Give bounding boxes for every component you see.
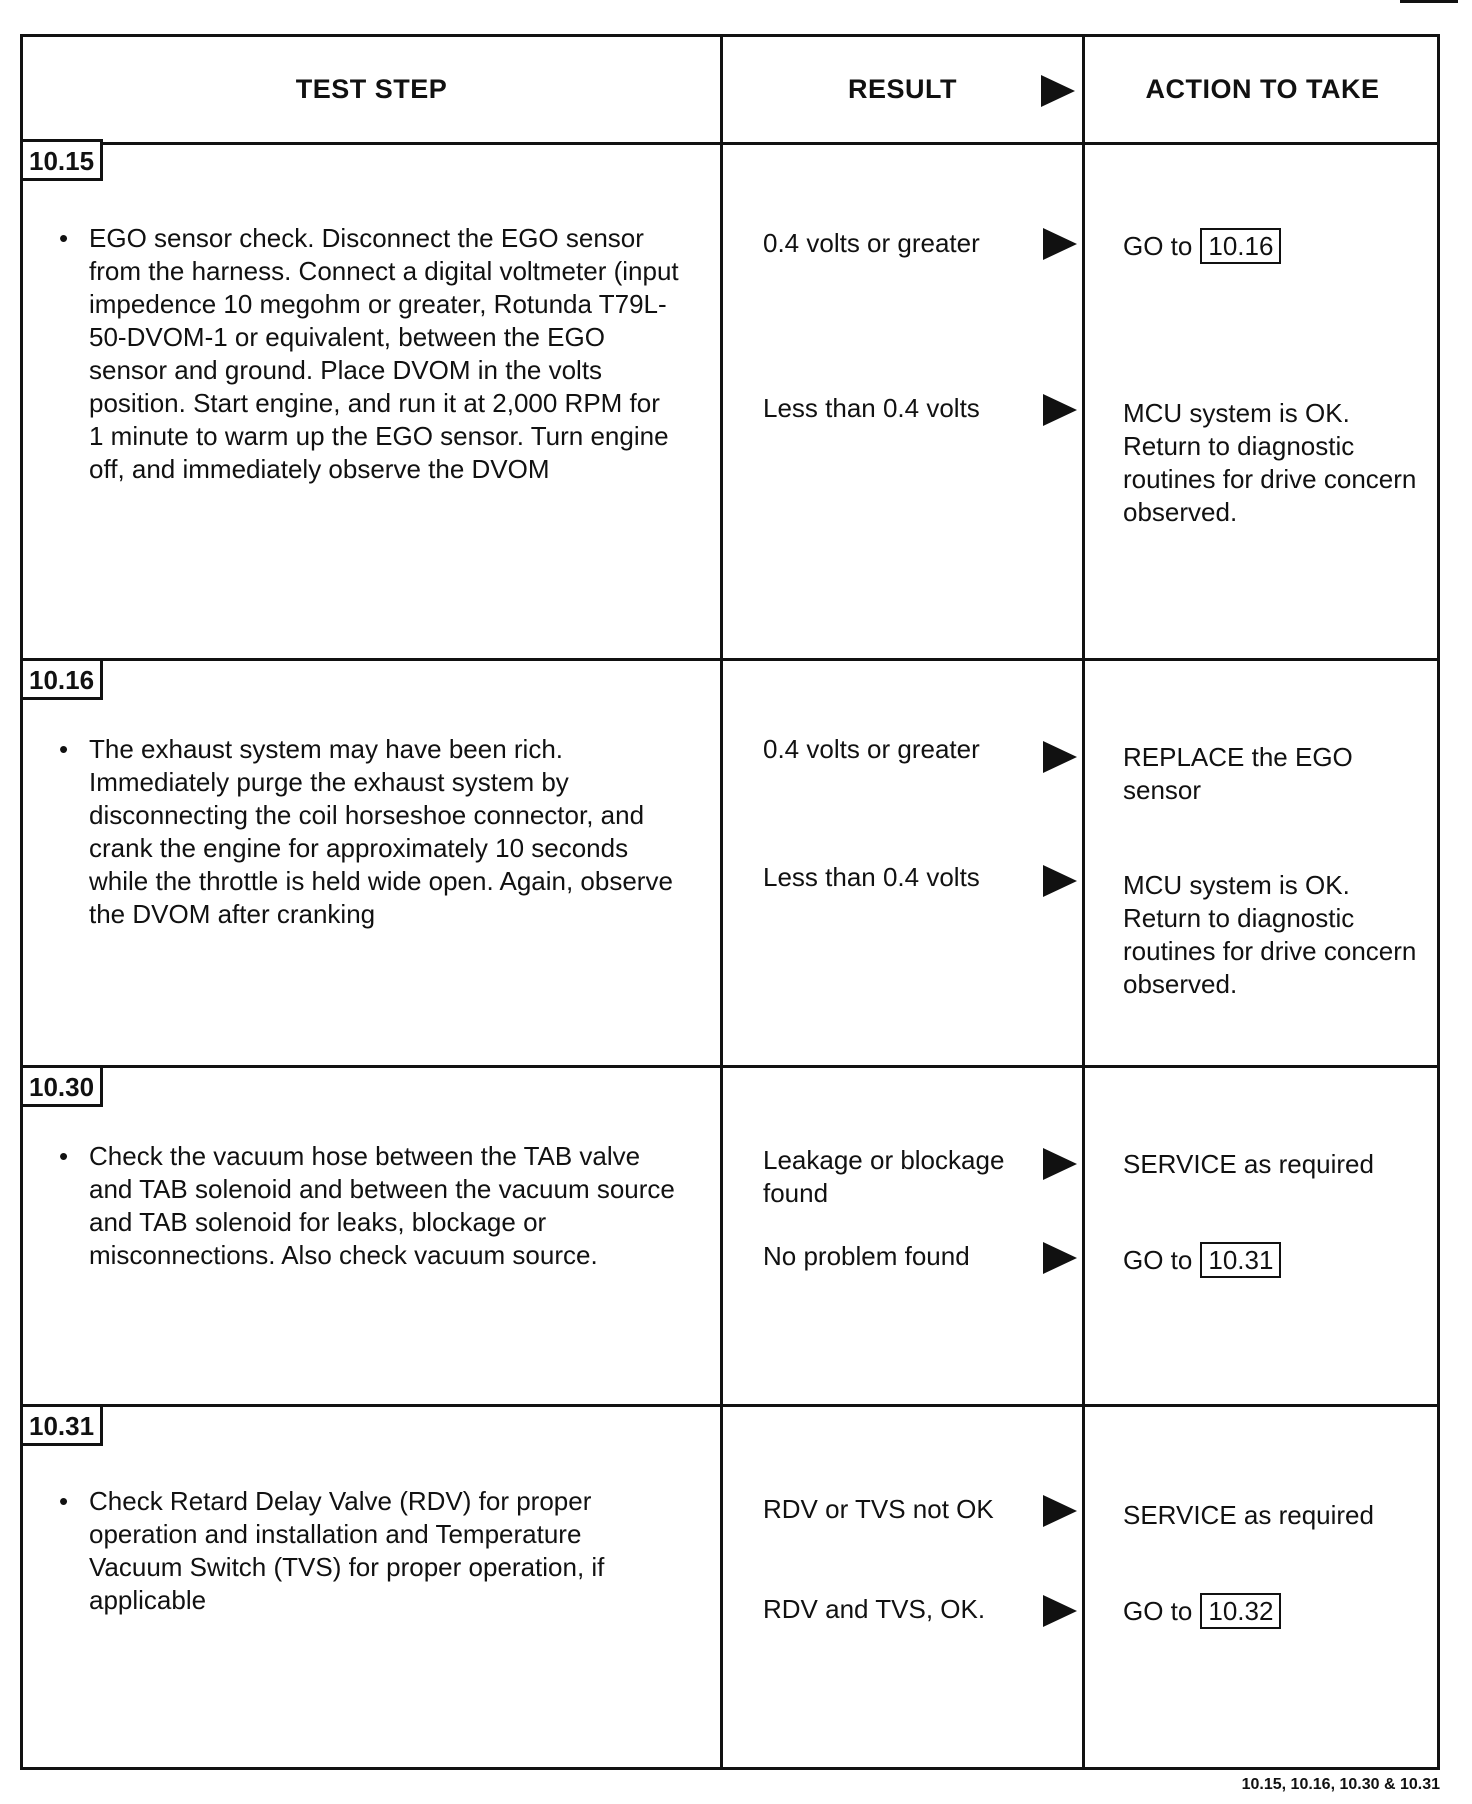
action-item: MCU system is OK. Return to diagnostic routines for drive concern observed. <box>1123 870 1417 999</box>
action-item <box>1123 228 1423 264</box>
diagnostic-table <box>20 34 1440 1770</box>
result-item: 0.4 volts or greater <box>763 228 980 258</box>
step-ref-box: 10.31 <box>1200 1242 1281 1278</box>
result-item: Less than 0.4 volts <box>763 862 980 892</box>
bullet-icon: • <box>59 1141 69 1171</box>
step-description-text: Check the vacuum hose between the TAB valve and TAB solenoid and between the vacuum source and TAB solenoid for leaks, blockage or misconnections. Also check vacuum source. <box>89 1141 675 1270</box>
step-description <box>59 1485 679 1617</box>
arrow-right-icon <box>1043 1595 1077 1627</box>
step-ref-box: 10.32 <box>1200 1593 1281 1629</box>
bullet-icon: • <box>59 734 69 764</box>
arrow-right-icon <box>1043 741 1077 773</box>
step-id-label: 10.31 <box>20 1404 103 1446</box>
header-arrow-icon <box>1041 75 1075 107</box>
action-item: REPLACE the EGO sensor <box>1123 742 1353 805</box>
step-id-label: 10.30 <box>20 1065 103 1107</box>
step-description-text: EGO sensor check. Disconnect the EGO sensor from the harness. Connect a digital voltmeter (input impedence 10 megohm or greater, Rotunda T79L-50-DVOM-1 or equivalent, between the EGO sensor and ground. Place DVOM in the volts position. Start engine, and run it at 2,000 RPM for 1 minute to warm up the EGO sensor. Turn engine off, and immediately observe the DVOM <box>89 223 679 484</box>
step-row-10-30 <box>23 1068 1437 1407</box>
result-item: No problem found <box>763 1241 970 1271</box>
arrow-right-icon <box>1043 1495 1077 1527</box>
arrow-right-icon <box>1043 1242 1077 1274</box>
result-item: RDV or TVS not OK <box>763 1494 994 1524</box>
arrow-right-icon <box>1043 228 1077 260</box>
header-test-step: TEST STEP <box>295 74 448 104</box>
step-row-10-15 <box>23 142 1437 661</box>
action-go-to: GO to <box>1123 1596 1193 1626</box>
step-row-10-31 <box>23 1407 1437 1770</box>
bullet-icon: • <box>59 223 69 253</box>
step-row-10-16 <box>23 661 1437 1068</box>
action-item: SERVICE as required <box>1123 1500 1374 1530</box>
action-item: MCU system is OK. Return to diagnostic routines for drive concern observed. <box>1123 398 1417 527</box>
result-item: Less than 0.4 volts <box>763 393 980 423</box>
result-item: 0.4 volts or greater <box>763 734 980 764</box>
arrow-right-icon <box>1043 1148 1077 1180</box>
step-description <box>59 222 679 486</box>
arrow-right-icon <box>1043 394 1077 426</box>
page-reference: 10.15, 10.16, 10.30 & 10.31 <box>1241 1776 1440 1793</box>
result-item: RDV and TVS, OK. <box>763 1594 986 1624</box>
header-action: ACTION TO TAKE <box>1145 74 1380 104</box>
action-item <box>1123 1242 1423 1278</box>
step-id-label: 10.16 <box>20 658 103 700</box>
step-description-text: Check Retard Delay Valve (RDV) for proper operation and installation and Temperature Vacuum Switch (TVS) for proper operation, if applicable <box>89 1486 605 1615</box>
action-item <box>1123 1593 1423 1629</box>
result-item: Leakage or blockage found <box>763 1145 1005 1208</box>
table-header <box>23 37 1437 145</box>
bullet-icon: • <box>59 1486 69 1516</box>
step-description-text: The exhaust system may have been rich. Immediately purge the exhaust system by disconnecting the coil horseshoe connector, and crank the engine for approximately 10 seconds while the throttle is held wide open. Again, observe the DVOM after cranking <box>89 734 673 929</box>
step-id-label: 10.15 <box>20 139 103 181</box>
step-description <box>59 1140 679 1272</box>
step-ref-box: 10.16 <box>1200 228 1281 264</box>
action-go-to: GO to <box>1123 231 1193 261</box>
corner-mark <box>1400 0 1458 3</box>
step-description <box>59 733 679 931</box>
action-go-to: GO to <box>1123 1245 1193 1275</box>
action-item: SERVICE as required <box>1123 1149 1374 1179</box>
arrow-right-icon <box>1043 865 1077 897</box>
header-result: RESULT <box>848 74 957 104</box>
